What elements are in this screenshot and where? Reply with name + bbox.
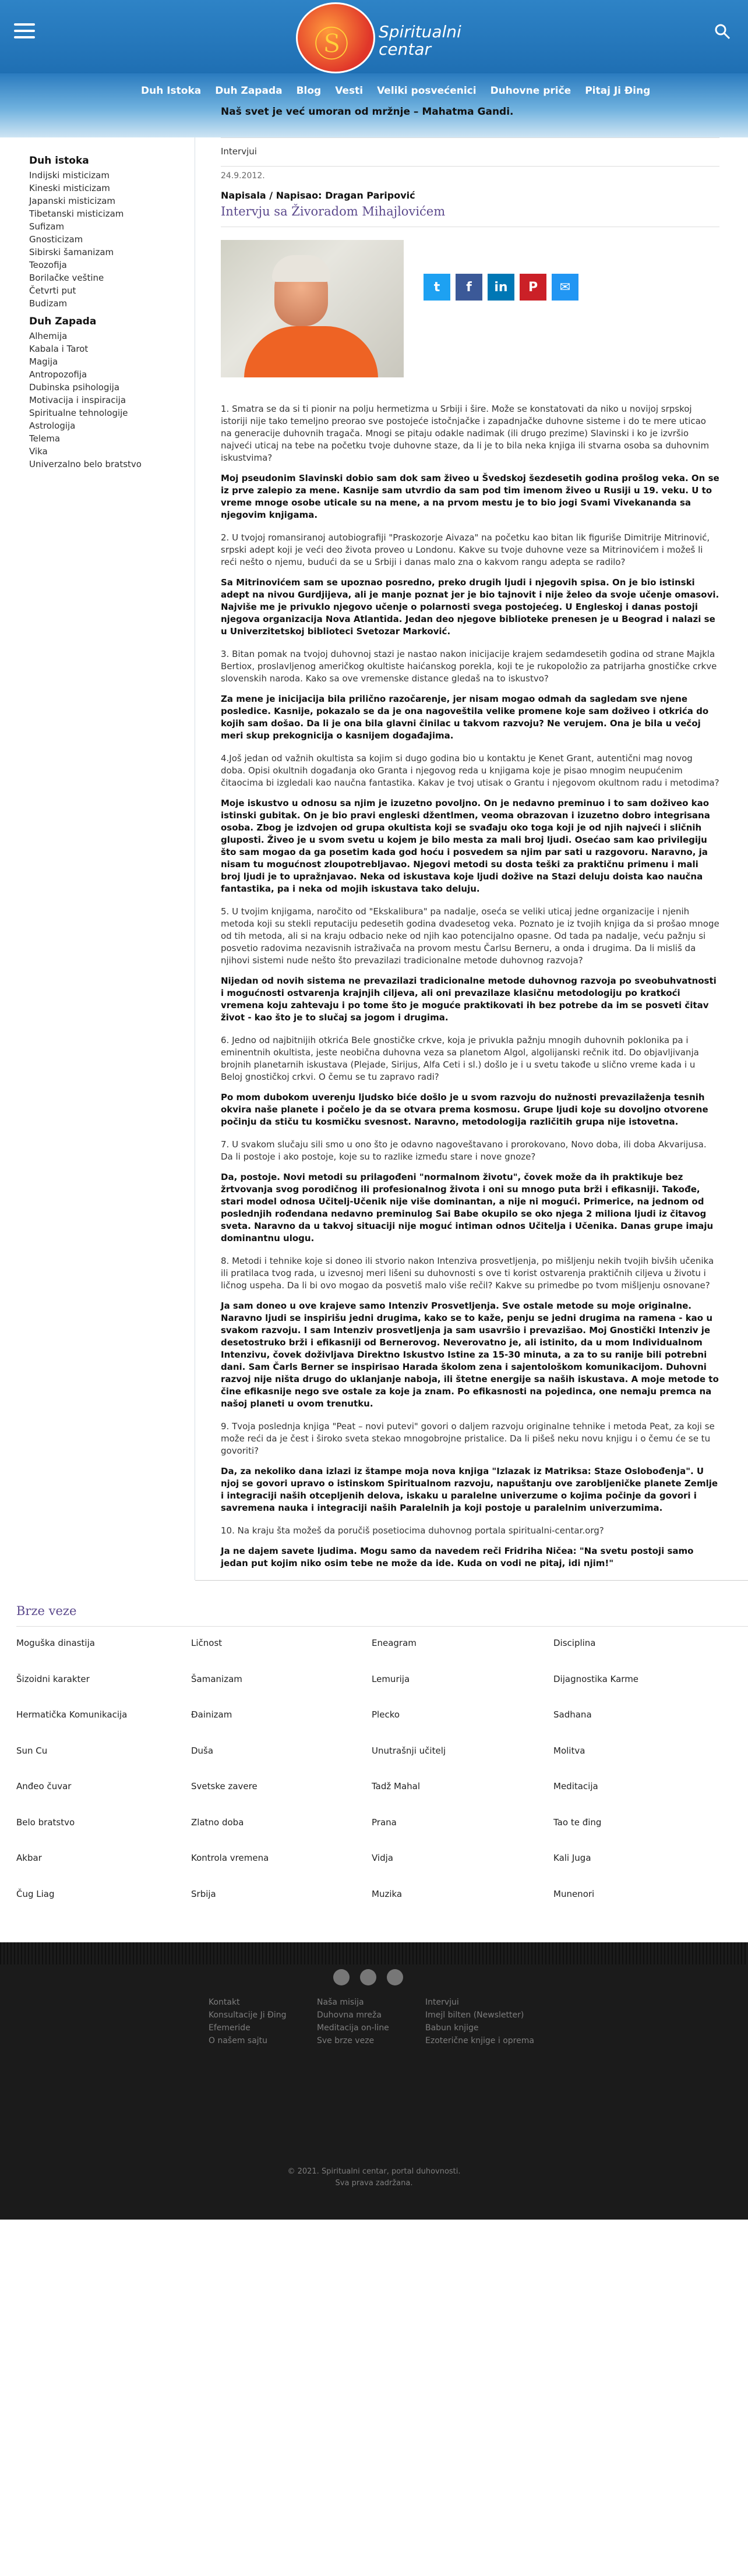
quick-link[interactable]: Lemurija bbox=[372, 1673, 410, 1684]
quick-link[interactable]: Vidja bbox=[372, 1853, 393, 1863]
copyright bbox=[0, 2166, 748, 2189]
pinterest-share-icon[interactable]: P bbox=[520, 274, 546, 301]
quick-link[interactable]: Sadhana bbox=[553, 1709, 592, 1720]
photo-row bbox=[221, 240, 719, 377]
quick-link[interactable]: Akbar bbox=[16, 1853, 42, 1863]
sidebar-item[interactable]: Budizam bbox=[29, 298, 68, 309]
quick-link[interactable]: Čug Liag bbox=[16, 1888, 55, 1899]
answer: Za mene je inicijacija bila prilično razočarenje, jer nisam mogao odmah da sagledam sve njene posledice. Kasnije, pokazalo se da je ona nagoveštila velike promene koje sam doživeo i otkrića do kojih sam došao. Da li je ona bila glavni činilac u takvom razvoju? Ne verujem. Ona je bila u večoj meri skup prekognicija o kasnijem događajima. bbox=[221, 694, 709, 741]
footer-link[interactable]: Ezoterične knjige i oprema bbox=[425, 2036, 534, 2045]
quick-link[interactable]: Unutrašnji učitelj bbox=[372, 1745, 446, 1756]
quick-link[interactable]: Eneagram bbox=[372, 1638, 417, 1648]
linkedin-share-icon[interactable]: in bbox=[488, 274, 514, 301]
sidebar-zapad-list bbox=[29, 330, 184, 471]
answer: Sa Mitrinovićem sam se upoznao posredno, preko drugih ljudi i njegovih spisa. On je bio istinski adept na nivou Gurdjijeva, ali je manje poznat jer je bio tajnovit i nije želeo da svoje učenje omasovi. Najviše me je privuklo njegovo učenje o polarnosti svega postojećeg. U Engleskoj i danas postoji njegova organizacija Nova Atlantida. Jedan deo njegove biblioteke prenesen je u Beograd i nalazi se u Univerzitetskoj biblioteci Svetozar Marković. bbox=[221, 577, 719, 637]
question: 9. Tvoja poslednja knjiga "Peat – novi putevi" govori o daljem razvoju originalne tehnike i metoda Peat, za koji se može reći da je čest i široko sveta stekao mnogobrojne pristalice. Da li pišeš neku novu knjigu i o čemu će se tu govoriti? bbox=[221, 1421, 715, 1456]
answer: Ja sam doneo u ove krajeve samo Intenziv Prosvetljenja. Sve ostale metode su moje originalne. Naravno ljudi se inspirišu jedni drugima, kako se to kaže, penju se jedni drugima na ramena - kao u svakom razvoju. I sam Intenziv prosvetljenja ja sam usavršio i prevazišao. Moj Gnostički Intenziv je desetostruko brži i efikasniji od Bernerovog. Neverovatno je, ali istinito, da u mom Individualnom Intenzivu, čovek doživljava Direktno Iskustvo Istine za 15-30 minuta, a za to su ranije bili potrebni dani. Sam Čarls Berner se inspirisao Harada školom zena i sajentološkom komunikacijom. Duhovni razvoj nije ništa drugo do uklanjanje naboja, ili štetne energije sa naših iskustava. A moje metode to čine efikasnije nego sve ostale za koje ja znam. Po efikasnosti na pojedinca, one nemaju premca na našoj planeti u ovom trenutku. bbox=[221, 1301, 719, 1409]
quick-link[interactable]: Tadž Mahal bbox=[372, 1781, 421, 1791]
question: 2. U tvojoj romansiranoj autobiografiji "Praskozorje Aivaza" na početku kao bitan lik figuriše Dimitrije Mitrinović, srpski adept koji je veći deo života proveo u Londonu. Kakve su tvoje duhovne veze sa Mitrinovićem i možeš li reći nešto o njemu, budući da se u Srbiji i danas malo zna o kakvom rangu adepta se radilo? bbox=[221, 532, 710, 567]
search-icon[interactable] bbox=[714, 23, 731, 40]
sidebar-item[interactable]: Tibetanski misticizam bbox=[29, 209, 124, 219]
quick-links-title: Brze veze bbox=[16, 1604, 748, 1627]
site-header bbox=[0, 0, 748, 73]
article bbox=[195, 137, 719, 1580]
question: 1. Smatra se da si ti pionir na polju hermetizma u Srbiji i šire. Može se konstatovati da niko u novijoj srpskoj istoriji nije tako temeljno preorao sve postojeće istočnjačke i zapadnjačke duhovne sisteme i do te mere uticao na generacije duhovnih tragača. Mnogi se pitaju odakle nadimak (ili drugo prezime) Slavinski i ko je izvršio najveći uticaj na tebe na početku tvoje duhovne staze, da li je to bila neka knjiga ili stvarna osoba sa duhovnim iskustvima? bbox=[221, 404, 710, 463]
quick-link[interactable]: Srbija bbox=[191, 1888, 216, 1899]
answer: Ja ne dajem savete ljudima. Mogu samo da navedem reči Fridriha Ničea: "Na svetu postoji samo jedan put kojim niko osim tebe ne može da ide. Kuda on vodi ne pitaj, idi njim!" bbox=[221, 1546, 694, 1568]
motto-row bbox=[221, 103, 719, 118]
footer-stripe bbox=[0, 1942, 748, 1964]
quick-link[interactable]: Ličnost bbox=[191, 1638, 223, 1648]
interview-body bbox=[221, 403, 719, 1570]
sidebar-item[interactable]: Dubinska psihologija bbox=[29, 382, 120, 393]
footer-link[interactable]: Kontakt bbox=[209, 1998, 240, 2007]
sidebar-item[interactable]: Spiritualne tehnologije bbox=[29, 408, 128, 418]
quick-link[interactable]: Kali Juga bbox=[553, 1853, 591, 1863]
site-name-line1: Spiritualni bbox=[379, 22, 461, 41]
footer-link[interactable]: Babun knjige bbox=[425, 2023, 479, 2033]
motto: Naš svet je već umoran od mržnje – Mahatma Gandi. bbox=[221, 106, 514, 118]
quick-link[interactable]: Tao te đing bbox=[553, 1817, 602, 1828]
question: 7. U svakom slučaju sili smo u ono što je odavno nagoveštavano i prorokovano, Novo doba, ili doba Akvarijusa. Da li postoje i ako postoje, koje su to razlike između stare i nove gnoze? bbox=[221, 1139, 707, 1162]
question: 4.Još jedan od važnih okultista sa kojim si dugo godina bio u kontaktu je Kenet Grant, autentični mag novog doba. Opisi okultnih događanja oko Granta i njegovog reda u knjigama koje je pisao mnogim neupućenim čitaocima bi izgledali kao naučna fantastika. Kakav je tvoj utisak o Grantu i njegovom okultnom radu i metodima? bbox=[221, 753, 719, 788]
sidebar-item[interactable]: Sufizam bbox=[29, 221, 65, 232]
sidebar-item[interactable]: Univerzalno belo bratstvo bbox=[29, 459, 142, 469]
menu-icon[interactable] bbox=[14, 23, 35, 38]
footer-link[interactable]: Imejl bilten (Newsletter) bbox=[425, 2010, 524, 2020]
answer: Nijedan od novih sistema ne prevazilazi tradicionalne metode duhovnog razvoja po sveobuhvatnosti i mogućnosti ostvarenja krajnjih ciljeva, ali oni prevazilaze klasičnu metodologiju po kratkoći vremena koju zahtevaju i po tome što je moguće praktikovati ih bez potrebe da im se posveti čitav život - kao što je to slučaj sa jogom i drugima. bbox=[221, 976, 717, 1023]
sidebar-item[interactable]: Vika bbox=[29, 446, 48, 457]
article-date: 24.9.2012. bbox=[221, 171, 265, 181]
quick-links bbox=[0, 1604, 748, 1918]
sidebar-item[interactable]: Sibirski šamanizam bbox=[29, 247, 114, 257]
footer-col-3 bbox=[425, 1996, 565, 2047]
nav-pitaj-ji-ding[interactable]: Pitaj Ji Đing bbox=[585, 85, 651, 97]
question: 5. U tvojim knjigama, naročito od "Ekskalibura" pa nadalje, oseća se veliki uticaj jedne organizacije i njenih metoda koji su stekli reputaciju pedesetih godina dvadesetog veka. Poznato je iz tvojih knjiga da si prošao mnoge od tih metoda, ali si na kraju odbacio neke od njih kao potencijalno opasne. Od tada pa nadalje, veću pažnju si posvetio radovima nezavisnih istraživača na provom mestu Čarlsu Berneru, a onda i drugima. Da li misliš da njihovi sistemi nude nešto što prevazilazi tradicionalne metode duhovnog razvoja? bbox=[221, 906, 719, 966]
facebook-icon[interactable] bbox=[333, 1969, 350, 1985]
nav-band bbox=[0, 73, 748, 137]
quick-link[interactable]: Prana bbox=[372, 1817, 397, 1828]
answer: Moj pseudonim Slavinski dobio sam dok sam živeo u Švedskoj šezdesetih godina prošlog veka. On se iz prve zalepio za mene. Kasnije sam utvrdio da sam pod tim imenom živeo u Rusiji u 19. veku. U to vreme mnoge osobe uticale su na mene, a na prvom mestu je to bio jogi Svami Vivekananda sa njegovim knjigama. bbox=[221, 473, 719, 520]
footer-link[interactable]: Intervjui bbox=[425, 1998, 459, 2007]
footer-link[interactable]: Efemeride bbox=[209, 2023, 250, 2033]
quick-link[interactable]: Šamanizam bbox=[191, 1673, 242, 1684]
sidebar-item[interactable]: Borilačke veštine bbox=[29, 273, 104, 283]
sidebar-item[interactable]: Teozofija bbox=[29, 260, 67, 270]
quick-link[interactable]: Moguška dinastija bbox=[16, 1638, 95, 1648]
quick-link[interactable]: Sun Cu bbox=[16, 1745, 48, 1756]
site-logo[interactable] bbox=[296, 2, 375, 73]
sidebar-item[interactable]: Gnosticizam bbox=[29, 234, 83, 245]
nav-duh-zapada[interactable]: Duh Zapada bbox=[215, 85, 283, 97]
sidebar-item[interactable]: Četvrti put bbox=[29, 285, 76, 296]
quick-link[interactable]: Duša bbox=[191, 1745, 214, 1756]
sidebar-item[interactable]: Alhemija bbox=[29, 331, 68, 341]
sidebar-istok-list bbox=[29, 169, 184, 310]
article-title: Intervju sa Živoradom Mihajlovićem bbox=[221, 204, 719, 227]
question: 3. Bitan pomak na tvojoj duhovnoj stazi je nastao nakon inicijacije krajem sedamdesetih godina od strane Majkla Bertiox, proslavljenog američkog okultiste haićanskog porekla, koji te je rukopoložio za patrijarha gnostičke crkve slovenskih naroda. Kako sa ove vremenske distance gledaš na to iskustvo? bbox=[221, 649, 717, 684]
quick-link[interactable]: Hermatička Komunikacija bbox=[16, 1709, 128, 1720]
telegram-icon[interactable] bbox=[387, 1969, 403, 1985]
sidebar-item[interactable]: Astrologija bbox=[29, 421, 76, 431]
copyright-line: © 2021. Spiritualni centar, portal duhovnosti. bbox=[287, 2167, 461, 2176]
sidebar-item[interactable]: Magija bbox=[29, 356, 58, 367]
quick-link[interactable]: Zlatno doba bbox=[191, 1817, 244, 1828]
quick-link[interactable]: Meditacija bbox=[553, 1781, 598, 1791]
question: 10. Na kraju šta možeš da poručiš posetiocima duhovnog portala spiritualni-centar.org? bbox=[221, 1525, 604, 1536]
footer-link[interactable]: Duhovna mreža bbox=[317, 2010, 382, 2020]
quick-link[interactable]: Belo bratstvo bbox=[16, 1817, 75, 1828]
quick-link[interactable]: Kontrola vremena bbox=[191, 1853, 269, 1863]
sidebar-title-zapad[interactable]: Duh Zapada bbox=[29, 316, 97, 327]
footer-link[interactable]: Konsultacije Ji Đing bbox=[209, 2010, 287, 2020]
quick-link[interactable]: Disciplina bbox=[553, 1638, 596, 1648]
main-nav bbox=[134, 83, 657, 100]
nav-blog[interactable]: Blog bbox=[296, 85, 322, 97]
email-share-icon[interactable]: ✉ bbox=[552, 274, 578, 301]
footer-link[interactable]: O našem sajtu bbox=[209, 2036, 268, 2045]
answer: Da, postoje. Novi metodi su prilagođeni "normalnom životu", čovek može da ih praktikuje bez žrtvovanja svog porodičnog ili profesionalnog života i oni su mnogo puta brži i efikasniji. Takođe, stari model odnosa Učitelj-Učenik nije više dominantan, a nije ni mogući. Primerice, na jednom od poslednjih rođendana nedavno preminulog Sai Babe okupilo se oko njega 2 miliona ljudi iz čitavog sveta. Naravno da u takvoj situaciji nije moguć intiman odnos Učitelja i Učenika. Danas grupe imaju dominantnu ulogu. bbox=[221, 1172, 714, 1243]
quick-link[interactable]: Anđeo čuvar bbox=[16, 1781, 72, 1791]
rights-line: Sva prava zadržana. bbox=[335, 2179, 413, 2188]
answer: Po mom dubokom uverenju ljudsko biće došlo je u svom razvoju do nužnosti prevazilaženja tesnih okvira naše planete i počelo je da se otvara prema kosmosu. Grupe ljudi koje su dovoljno otvorene počinju da stiču tu kosmičku svesnost. Naravno, metodologija različitih grupa nije istovetna. bbox=[221, 1092, 708, 1127]
sidebar-item[interactable]: Japanski misticizam bbox=[29, 196, 116, 206]
answer: Moje iskustvo u odnosu sa njim je izuzetno povoljno. On je nedavno preminuo i to sam doživeo kao istinski gubitak. On je bio pravi engleski džentlmen, veoma obrazovan i izuzetno dobro integrisana osoba. Zbog je izdvojen od grupa okultista koji se svađaju oko toga koji je od njih najveći i sličnih gluposti. Živeo je u svom svetu u kojem je bilo mesta za mali broj ljudi. Osećao sam kao privilegiju što sam mogao da ga posetim kada god hoću i posvedem sa njim par sati u razgovoru. Naravno, ja nisam tu mogućnost zloupotrebljavao. Njegovi metodi su dosta teški za praktičnu primenu i mali broj ljudi je to upražnjavao. Neka od iskustava koje ljudi doživе na Stazi deluju doista kao naučna fantastika, pa i neka od mojih iskustava tako deluju. bbox=[221, 798, 710, 894]
facebook-share-icon[interactable]: f bbox=[456, 274, 482, 301]
footer-link[interactable]: Naša misija bbox=[317, 1998, 364, 2007]
footer-links bbox=[209, 1996, 565, 2047]
footer-link[interactable]: Meditacija on-line bbox=[317, 2023, 389, 2033]
question: 6. Jedno od najbitnijih otkrića Bele gnostičke crkve, koja je privukla pažnju mnogih duhovnih poklonika pa i eminentnih okultista, jeste neobična duhovna veza sa planetom Algol, algoliјanski rečnik itd. Do objavljivanja brojnih planetarnih iskustava (Plejade, Sirijus, Alfa Cetі i sl.) došlo je i u svetu takođe u slično vreme kada i u Beloj gnostičkoj crkvi. O čemu se tu zapravo radi? bbox=[221, 1035, 699, 1082]
quick-link[interactable]: Đainizam bbox=[191, 1709, 232, 1720]
sidebar-item[interactable]: Kabala i Tarot bbox=[29, 344, 89, 354]
sidebar-item[interactable]: Antropozofija bbox=[29, 369, 87, 380]
logo-symbol: Ⓢ bbox=[314, 24, 349, 65]
footer-col-1 bbox=[209, 1996, 317, 2047]
quick-link[interactable]: Šizoidni karakter bbox=[16, 1673, 90, 1684]
nav-duh-istoka[interactable]: Duh Istoka bbox=[141, 85, 202, 97]
quick-links-grid bbox=[16, 1631, 748, 1918]
footer-col-2 bbox=[317, 1996, 425, 2047]
sidebar bbox=[0, 137, 195, 1580]
interview-photo bbox=[221, 240, 404, 377]
quick-link[interactable]: Svetske zavere bbox=[191, 1781, 257, 1791]
sidebar-item[interactable]: Kineski misticizam bbox=[29, 183, 110, 193]
quick-link[interactable]: Muzika bbox=[372, 1888, 403, 1899]
twitter-share-icon[interactable]: t bbox=[424, 274, 450, 301]
nav-duhovne-price[interactable]: Duhovne priče bbox=[490, 85, 571, 97]
sidebar-item[interactable]: Telema bbox=[29, 433, 61, 444]
site-name-line2: centar bbox=[379, 40, 432, 59]
sidebar-item[interactable]: Indijski misticizam bbox=[29, 170, 110, 181]
article-authors: Napisala / Napisao: Dragan Paripović bbox=[221, 190, 415, 201]
content-wrap bbox=[0, 137, 748, 1580]
footer-social bbox=[333, 1969, 403, 1985]
question: 8. Metodi i tehnike koje si doneo ili stvorio nakon Intenziva prosvetljenja, po mišljenju nekih tvojih bivših učenika ili pratilaca tvog rada, u izvesnoj meri lišeni su duhovnosti s ove ti korist ostvarenja praktičnih ciljeva u životu i ličnog uspeha. Da li bi ovo mogao da posvetiš malo više rečil? Kakve su primedbe po tvom mišljenju osnovane? bbox=[221, 1256, 714, 1291]
article-category[interactable]: Intervjui bbox=[221, 137, 719, 167]
site-footer bbox=[0, 1942, 748, 2220]
site-name[interactable] bbox=[379, 23, 461, 58]
answer: Da, za nekoliko dana izlazi iz štampe moja nova knjiga "Izlazak iz Matriksa: Staze Oslobođenja". U njoj se govori upravo o istinskom Spiritualnom razvoju, napuštanju ove zarobljeničke planete Zemlje i integraciji naših otcepljenih delova, iskaku u paralelne univerzume o kojima počinje da govori i savremena nauka i integraciji naših Paralelnih ja koji postoje u paralelnim univerzumima. bbox=[221, 1466, 718, 1513]
quick-link[interactable]: Plecko bbox=[372, 1709, 400, 1720]
instagram-icon[interactable] bbox=[360, 1969, 376, 1985]
share-buttons bbox=[424, 274, 578, 301]
quick-link[interactable]: Munenori bbox=[553, 1888, 595, 1899]
nav-vesti[interactable]: Vesti bbox=[335, 85, 364, 97]
sidebar-item[interactable]: Motivacija i inspiracija bbox=[29, 395, 126, 405]
footer-link[interactable]: Sve brze veze bbox=[317, 2036, 375, 2045]
nav-veliki-posvecenici[interactable]: Veliki posvećenici bbox=[377, 85, 477, 97]
sidebar-title-istok[interactable]: Duh istoka bbox=[29, 155, 89, 167]
quick-link[interactable]: Dijagnostika Karme bbox=[553, 1673, 639, 1684]
quick-link[interactable]: Molitva bbox=[553, 1745, 585, 1756]
divider bbox=[195, 1580, 748, 1581]
